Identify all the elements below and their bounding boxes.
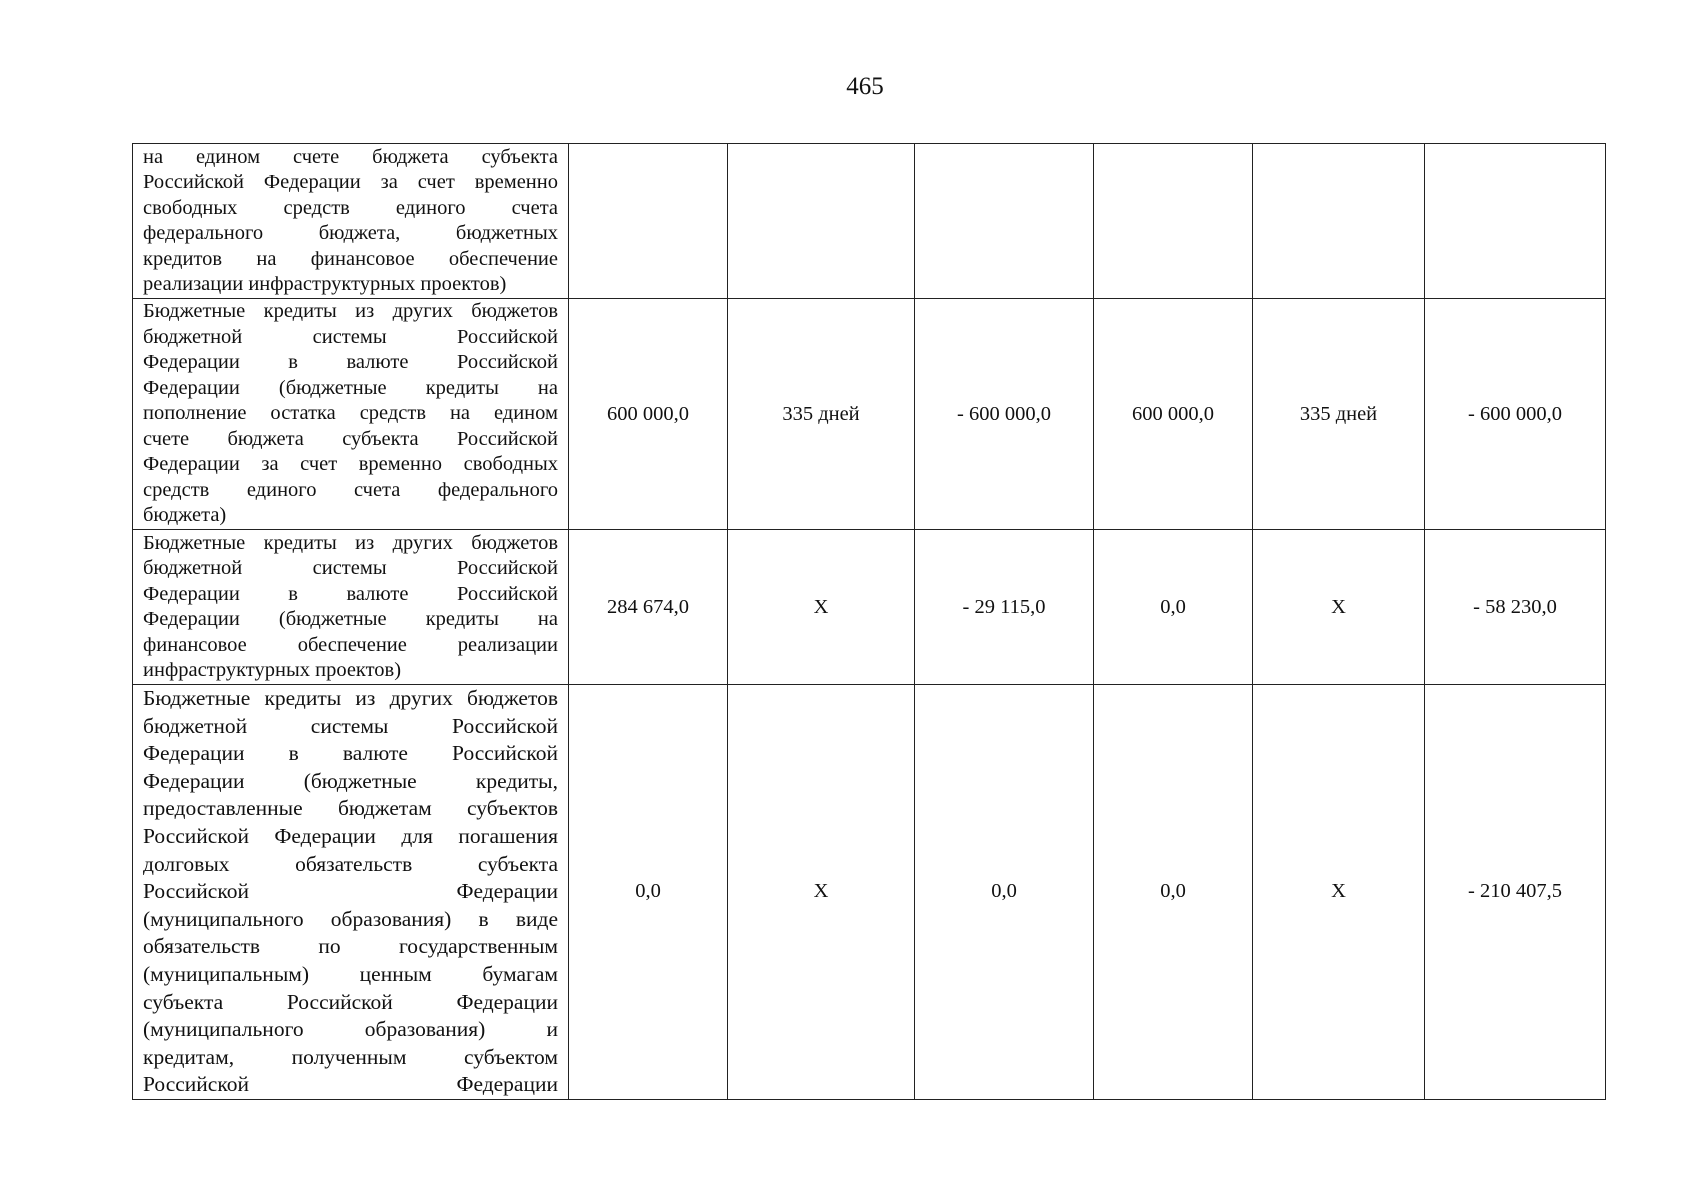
row-description [133, 530, 569, 685]
description-line: Российской Федерации [143, 1072, 558, 1097]
value-cell-col-1 [569, 144, 728, 299]
table-row [133, 685, 1606, 1100]
description-line: (муниципальным) ценным бумагам [143, 961, 558, 986]
description-line: кредитов на финансовое обеспечение [143, 247, 558, 270]
value-cell-col-1: 600 000,0 [569, 299, 728, 530]
description-line: Федерации (бюджетные кредиты на [143, 376, 558, 399]
description-line: кредитам, полученным субъектом [143, 1044, 558, 1069]
value-cell-col-5: Х [1253, 530, 1425, 685]
description-line: Бюджетные кредиты из других бюджетов [143, 300, 558, 323]
value-cell-col-3 [915, 144, 1094, 299]
description-line: федерального бюджета, бюджетных [143, 222, 558, 244]
description-line: Федерации в валюте Российской [143, 351, 558, 374]
value-cell-col-4 [1094, 144, 1253, 299]
description-line: бюджетной системы Российской [143, 325, 558, 348]
table-row [133, 530, 1606, 685]
value-cell-col-4: 0,0 [1094, 530, 1253, 685]
description-line: долговых обязательств субъекта [143, 851, 558, 876]
value-cell-col-4: 0,0 [1094, 685, 1253, 1100]
description-line: бюджета) [143, 504, 227, 527]
value-cell-col-2: 335 дней [728, 299, 915, 530]
description-line: Федерации за счет временно свободных [143, 453, 558, 476]
description-line: Российской Федерации [143, 879, 558, 904]
value-cell-col-6: - 600 000,0 [1425, 299, 1606, 530]
description-line: Российской Федерации для погашения [143, 823, 558, 848]
description-line: финансовое обеспечение реализации [143, 633, 558, 656]
value-cell-col-3: - 600 000,0 [915, 299, 1094, 530]
value-cell-col-6: - 58 230,0 [1425, 530, 1606, 685]
value-cell-col-3: 0,0 [915, 685, 1094, 1100]
value-cell-col-5: 335 дней [1253, 299, 1425, 530]
row-description [133, 144, 569, 299]
description-line: бюджетной системы Российской [143, 713, 558, 738]
description-line: Бюджетные кредиты из других бюджетов [143, 531, 558, 554]
description-line: средств единого счета федерального [143, 478, 558, 501]
row-description [133, 299, 569, 530]
row-description [133, 685, 569, 1100]
description-line: бюджетной системы Российской [143, 557, 558, 579]
description-line: Федерации в валюте Российской [143, 741, 558, 766]
description-line: инфраструктурных проектов) [143, 659, 402, 681]
value-cell-col-1: 0,0 [569, 685, 728, 1100]
description-line: Российской Федерации за счет временно [143, 171, 558, 193]
description-line: пополнение остатка средств на едином [143, 402, 558, 425]
description-line: предоставленные бюджетам субъектов [143, 796, 558, 821]
table-row [133, 299, 1606, 530]
description-line: на едином счете бюджета субъекта [143, 145, 558, 168]
value-cell-col-6 [1425, 144, 1606, 299]
description-line: Бюджетные кредиты из других бюджетов [143, 686, 558, 710]
description-line: обязательств по государственным [143, 934, 558, 959]
description-line: (муниципального образования) в виде [143, 906, 558, 931]
value-cell-col-4: 600 000,0 [1094, 299, 1253, 530]
value-cell-col-6: - 210 407,5 [1425, 685, 1606, 1100]
value-cell-col-2 [728, 144, 915, 299]
description-line: (муниципального образования) и [143, 1017, 558, 1042]
description-line: реализации инфраструктурных проектов) [143, 273, 507, 295]
description-line: Федерации (бюджетные кредиты, [143, 768, 558, 793]
page-number: 465 [846, 73, 884, 100]
table-row [133, 144, 1606, 299]
value-cell-col-3: - 29 115,0 [915, 530, 1094, 685]
description-line: свободных средств единого счета [143, 196, 558, 219]
value-cell-col-5 [1253, 144, 1425, 299]
budget-credits-table [132, 143, 1606, 1100]
value-cell-col-5: Х [1253, 685, 1425, 1100]
description-line: Федерации в валюте Российской [143, 582, 558, 605]
value-cell-col-1: 284 674,0 [569, 530, 728, 685]
description-line: счете бюджета субъекта Российской [143, 427, 558, 450]
value-cell-col-2: Х [728, 530, 915, 685]
description-line: Федерации (бюджетные кредиты на [143, 608, 558, 630]
description-line: субъекта Российской Федерации [143, 989, 558, 1014]
value-cell-col-2: Х [728, 685, 915, 1100]
